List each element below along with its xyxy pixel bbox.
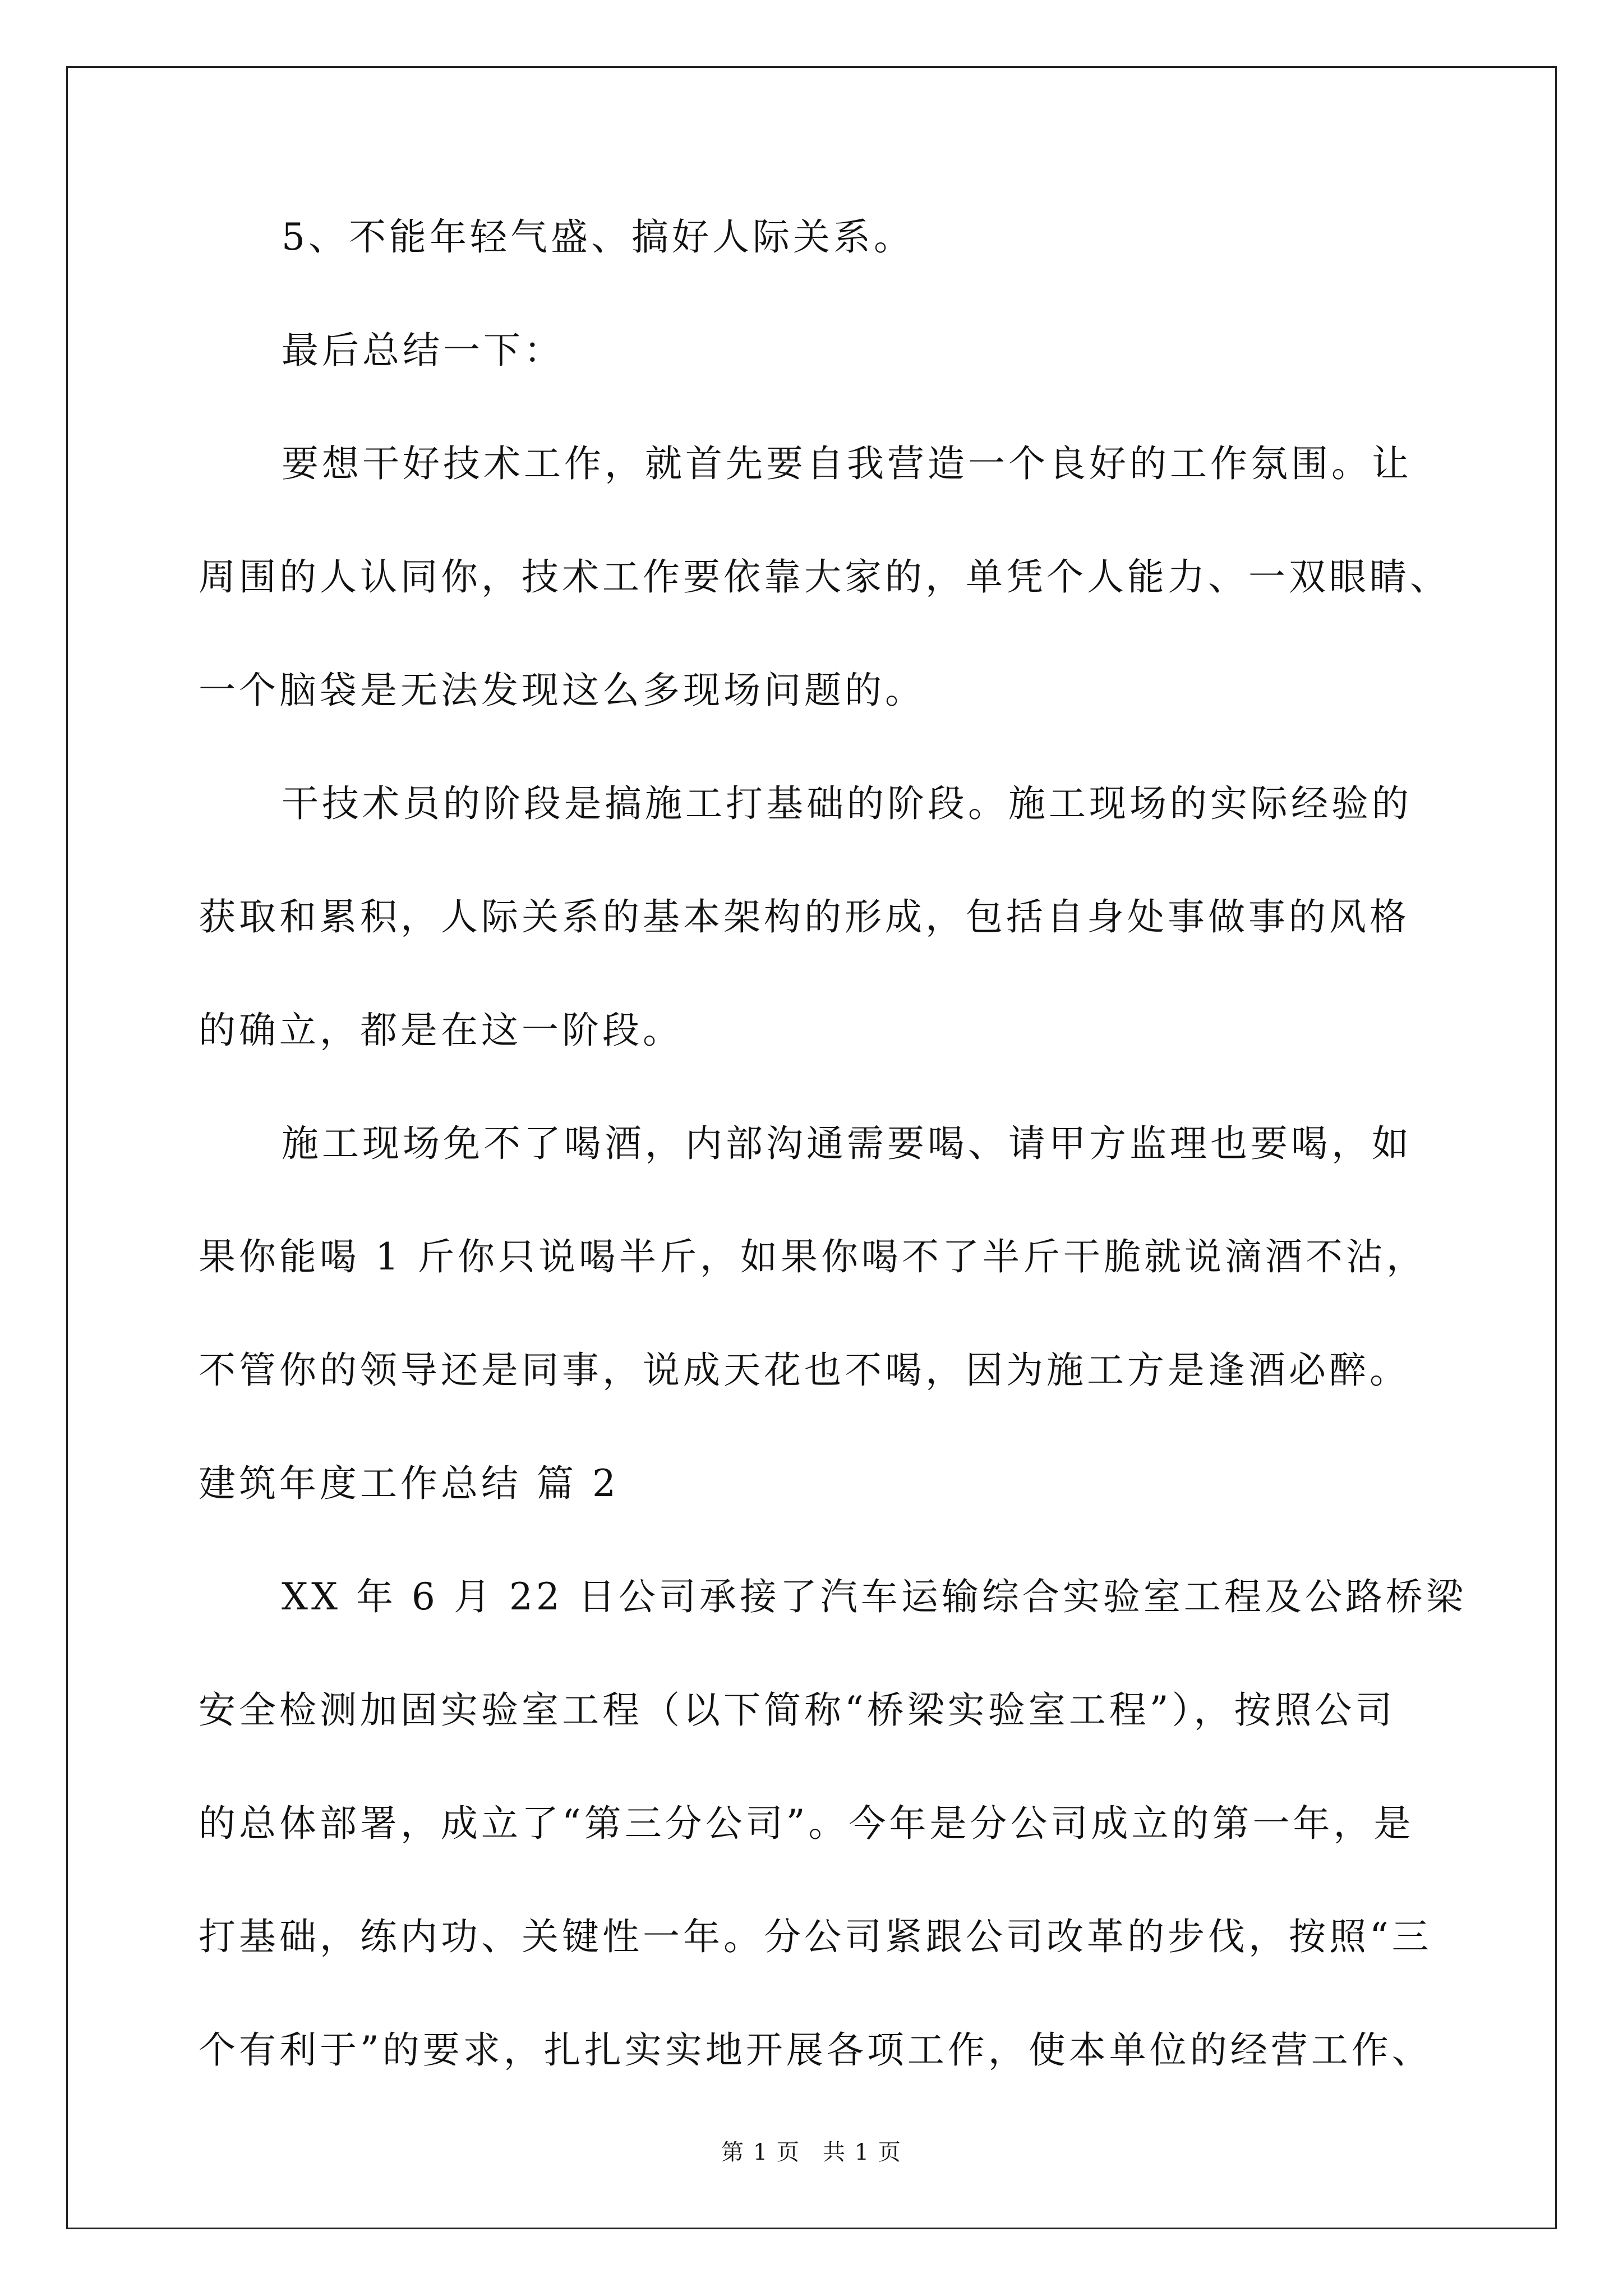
paragraph-line: 不管你的领导还是同事，说成天花也不喝，因为施工方是逢酒必醉。 xyxy=(199,1349,1410,1392)
page-total: 共 1 页 xyxy=(823,2139,902,2165)
paragraph-line: 的确立，都是在这一阶段。 xyxy=(199,1009,683,1052)
paragraph-line: XX 年 6 月 22 日公司承接了汽车运输综合实验室工程及公路桥梁 xyxy=(282,1575,1467,1618)
section-heading: 建筑年度工作总结 篇 2 xyxy=(199,1462,619,1505)
paragraph-line: 个有利于”的要求，扎扎实实地开展各项工作，使本单位的经营工作、 xyxy=(199,2028,1432,2072)
paragraph-line: 打基础，练内功、关键性一年。分公司紧跟公司改革的步伐，按照“三 xyxy=(199,1915,1432,1958)
paragraph-line: 的总体部署，成立了“第三分公司”。今年是分公司成立的第一年，是 xyxy=(199,1802,1414,1845)
paragraph-line: 最后总结一下： xyxy=(282,329,564,372)
page-number: 第 1 页 xyxy=(721,2139,800,2165)
paragraph-line: 施工现场免不了喝酒，内部沟通需要喝、请甲方监理也要喝，如 xyxy=(282,1122,1412,1165)
paragraph-line: 5、不能年轻气盛、搞好人际关系。 xyxy=(282,215,914,259)
paragraph-line: 一个脑袋是无法发现这么多现场问题的。 xyxy=(199,669,925,712)
paragraph-line: 果你能喝 1 斤你只说喝半斤，如果你喝不了半斤干脆就说滴酒不沾， xyxy=(199,1235,1427,1278)
paragraph-line: 安全检测加固实验室工程（以下简称“桥梁实验室工程”），按照公司 xyxy=(199,1688,1396,1732)
document-body xyxy=(199,215,1467,2145)
paragraph-line: 要想干好技术工作，就首先要自我营造一个良好的工作氛围。让 xyxy=(282,442,1412,485)
page-footer xyxy=(0,2141,1623,2164)
paragraph-line: 获取和累积，人际关系的基本架构的形成，包括自身处事做事的风格 xyxy=(199,895,1410,938)
paragraph-line: 周围的人认同你，技术工作要依靠大家的，单凭个人能力、一双眼睛、 xyxy=(199,555,1450,599)
paragraph-line: 干技术员的阶段是搞施工打基础的阶段。施工现场的实际经验的 xyxy=(282,782,1412,825)
